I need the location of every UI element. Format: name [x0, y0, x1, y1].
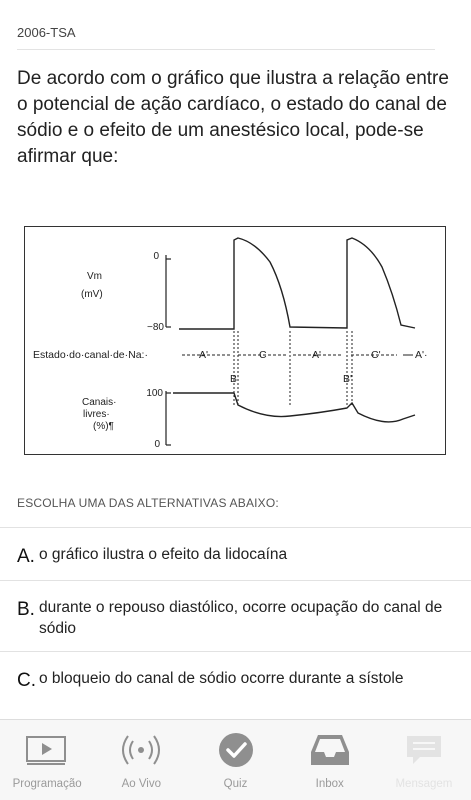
top-divider: [17, 49, 435, 50]
state-a3: A'·: [415, 349, 428, 361]
option-text: o bloqueio do canal de sódio ocorre durante a sístole: [39, 670, 404, 687]
state-label: Estado·do·canal·de·Na:·: [33, 349, 148, 361]
vm-label: Vm: [87, 271, 102, 282]
inbox-tray-icon: [309, 732, 351, 768]
figure-svg: [25, 227, 445, 454]
options-list: [0, 527, 471, 704]
bottom-tab-bar: [0, 719, 471, 800]
tab-label: Mensagem: [395, 778, 453, 790]
state-c1: C: [259, 349, 267, 361]
tab-quiz[interactable]: [188, 720, 282, 800]
tick-minus80: −80: [147, 322, 164, 333]
tab-programacao[interactable]: [0, 720, 94, 800]
tab-mensagem[interactable]: [377, 720, 471, 800]
question-code: 2006-TSA: [17, 25, 76, 40]
option-text: o gráfico ilustra o efeito da lidocaína: [39, 546, 288, 563]
tab-inbox[interactable]: [283, 720, 377, 800]
option-letter: A.: [17, 546, 35, 567]
livres-label: livres·: [83, 409, 110, 420]
action-potential-figure: [24, 226, 446, 455]
state-b2: B': [343, 373, 353, 385]
chat-bubble-icon: [404, 733, 444, 767]
option-letter: B.: [17, 599, 35, 620]
tick-0: 0: [153, 251, 159, 262]
tab-label: Inbox: [315, 778, 344, 790]
canais-label: Canais·: [82, 397, 117, 408]
percent-label: (%)¶: [93, 421, 114, 432]
tab-label: Quiz: [223, 778, 248, 790]
check-circle-icon: [217, 731, 255, 769]
option-c[interactable]: [0, 651, 471, 704]
choose-label: ESCOLHA UMA DAS ALTERNATIVAS ABAIXO:: [17, 496, 279, 510]
option-letter: C.: [17, 670, 36, 691]
free-channels-trace: [173, 393, 415, 422]
state-a1: A': [199, 349, 209, 361]
option-a[interactable]: [0, 527, 471, 580]
tab-label: Ao Vivo: [121, 778, 162, 790]
option-text: durante o repouso diastólico, ocorre ocupação do canal de sódio: [39, 599, 443, 637]
option-b[interactable]: [0, 580, 471, 651]
play-screen-icon: [24, 734, 70, 766]
tab-ao-vivo[interactable]: [94, 720, 188, 800]
vm-unit: (mV): [81, 289, 103, 300]
tab-label: Programação: [12, 778, 82, 790]
state-c2: C': [371, 349, 381, 361]
tick-0b: 0: [154, 439, 160, 450]
state-a2: A': [312, 349, 322, 361]
tick-100: 100: [146, 388, 163, 399]
broadcast-icon: [116, 732, 166, 768]
question-text: De acordo com o gráfico que ilustra a relação entre o potencial de ação cardíaco, o estado do canal de sódio e o efeito de um anestésico local, pode-se afirmar que:: [17, 68, 449, 167]
state-b1: B': [230, 373, 240, 385]
action-potential-trace: [179, 238, 415, 329]
